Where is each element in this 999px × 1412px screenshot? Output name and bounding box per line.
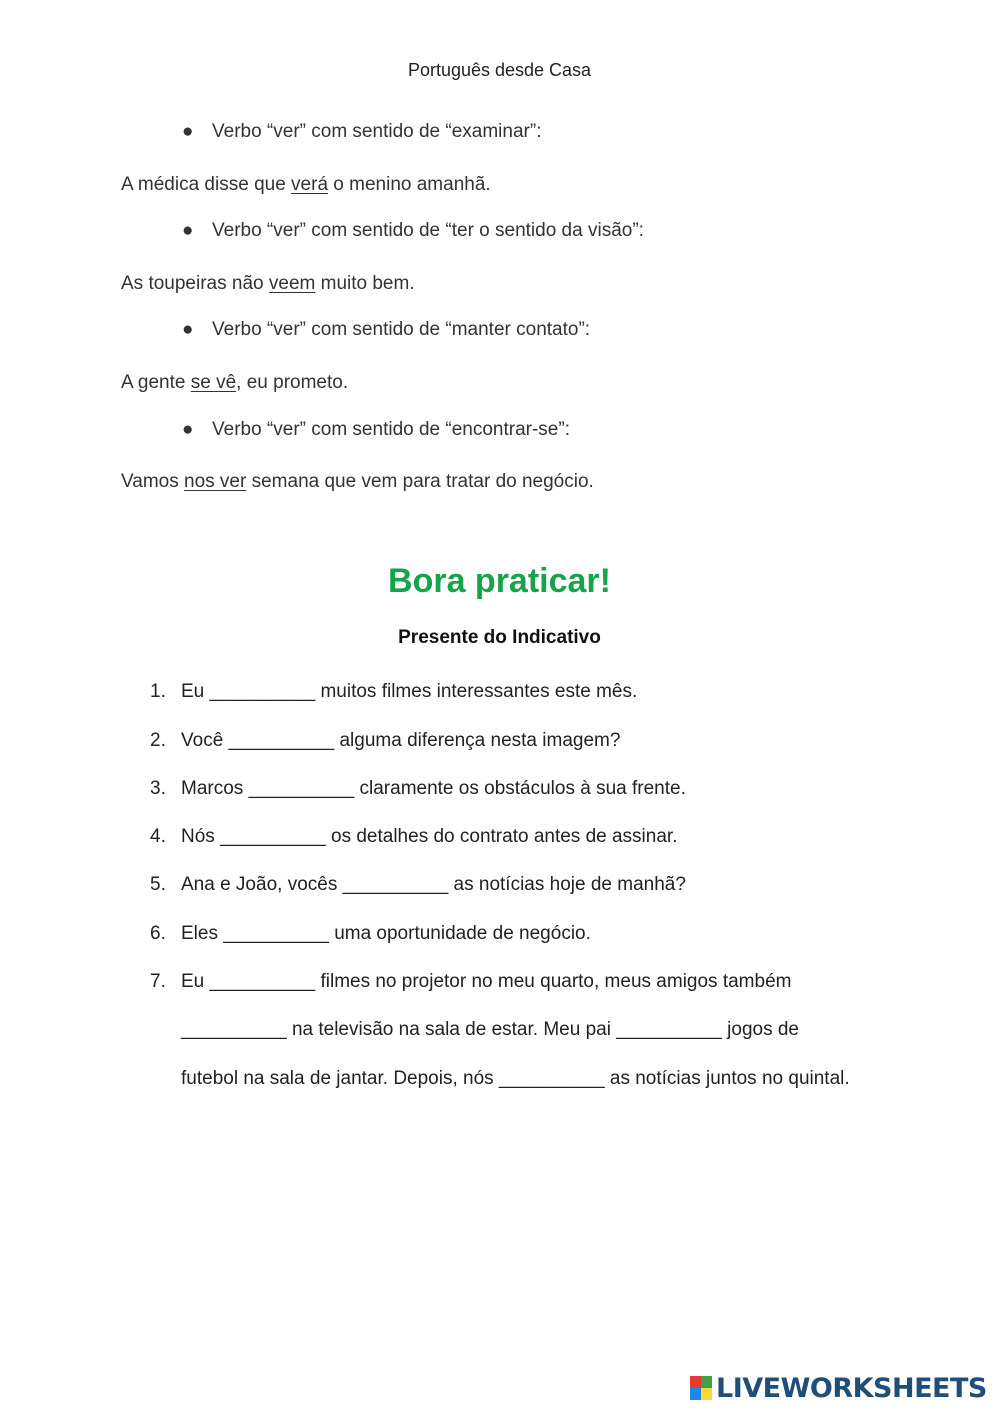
exercise-number: 1. <box>150 681 166 702</box>
bullet-marker: ● <box>182 121 194 142</box>
example-sentence <box>121 372 348 394</box>
bullet-item <box>182 121 541 143</box>
underlined-verb: nos ver <box>184 471 247 492</box>
exercise-item <box>150 826 677 848</box>
exercise-number: 2. <box>150 730 166 751</box>
exercise-number: 6. <box>150 923 166 944</box>
exercise-item <box>150 874 686 896</box>
bullet-item <box>182 419 570 441</box>
logo-mark-icon <box>690 1376 712 1400</box>
exercise-item <box>150 730 620 752</box>
example-text: semana que vem para tratar do negócio. <box>246 471 594 492</box>
page-header: Português desde Casa <box>407 60 592 80</box>
exercise-text: Eu __________ muitos filmes interessantes este mês. <box>181 681 638 702</box>
underlined-verb: veem <box>268 273 316 294</box>
exercise-number: 3. <box>150 778 166 799</box>
exercise-item <box>150 923 591 945</box>
exercise-text: Marcos __________ claramente os obstáculos à sua frente. <box>181 778 686 799</box>
section-subtitle: Presente do Indicativo <box>398 627 601 648</box>
exercise-text: Eu __________ filmes no projetor no meu quarto, meus amigos também <box>181 971 792 992</box>
underlined-verb: verá <box>291 174 329 195</box>
example-text: Vamos <box>121 471 185 492</box>
example-text: As toupeiras não <box>121 273 269 294</box>
bullet-marker: ● <box>182 319 194 340</box>
exercise-number: 5. <box>150 874 166 895</box>
exercise-item <box>150 778 686 800</box>
bullet-text: Verbo “ver” com sentido de “manter contato”: <box>212 319 591 340</box>
exercise-item <box>150 681 637 703</box>
exercise-number: 4. <box>150 826 166 847</box>
example-text: , eu prometo. <box>236 372 349 393</box>
bullet-marker: ● <box>182 419 194 440</box>
bullet-text: Verbo “ver” com sentido de “examinar”: <box>212 121 542 142</box>
example-text: o menino amanhã. <box>328 174 491 195</box>
exercise-item <box>150 971 791 993</box>
exercise-text: Ana e João, vocês __________ as notícias hoje de manhã? <box>181 874 686 895</box>
example-text: muito bem. <box>315 273 415 294</box>
bullet-text: Verbo “ver” com sentido de “ter o sentido da visão”: <box>212 220 644 241</box>
example-sentence <box>121 174 491 196</box>
exercise-text: Você __________ alguma diferença nesta imagem? <box>181 730 621 751</box>
example-sentence <box>121 471 594 493</box>
underlined-verb: se vê <box>190 372 237 393</box>
bullet-item <box>182 220 644 242</box>
liveworksheets-logo <box>690 1370 987 1406</box>
bullet-marker: ● <box>182 220 194 241</box>
exercise-text: Eles __________ uma oportunidade de negócio. <box>181 923 591 944</box>
bullet-text: Verbo “ver” com sentido de “encontrar-se”: <box>212 419 570 440</box>
section-title: Bora praticar! <box>388 562 611 600</box>
bullet-item <box>182 319 590 341</box>
example-sentence <box>121 273 415 295</box>
example-text: A gente <box>121 372 191 393</box>
exercise-continuation: __________ na televisão na sala de estar. Meu pai __________ jogos de <box>181 1019 799 1040</box>
exercise-number: 7. <box>150 971 166 992</box>
example-text: A médica disse que <box>121 174 292 195</box>
exercise-continuation: futebol na sala de jantar. Depois, nós __________ as notícias juntos no quintal. <box>181 1068 850 1089</box>
logo-text: LIVEWORKSHEETS <box>716 1372 987 1404</box>
exercise-text: Nós __________ os detalhes do contrato antes de assinar. <box>181 826 678 847</box>
